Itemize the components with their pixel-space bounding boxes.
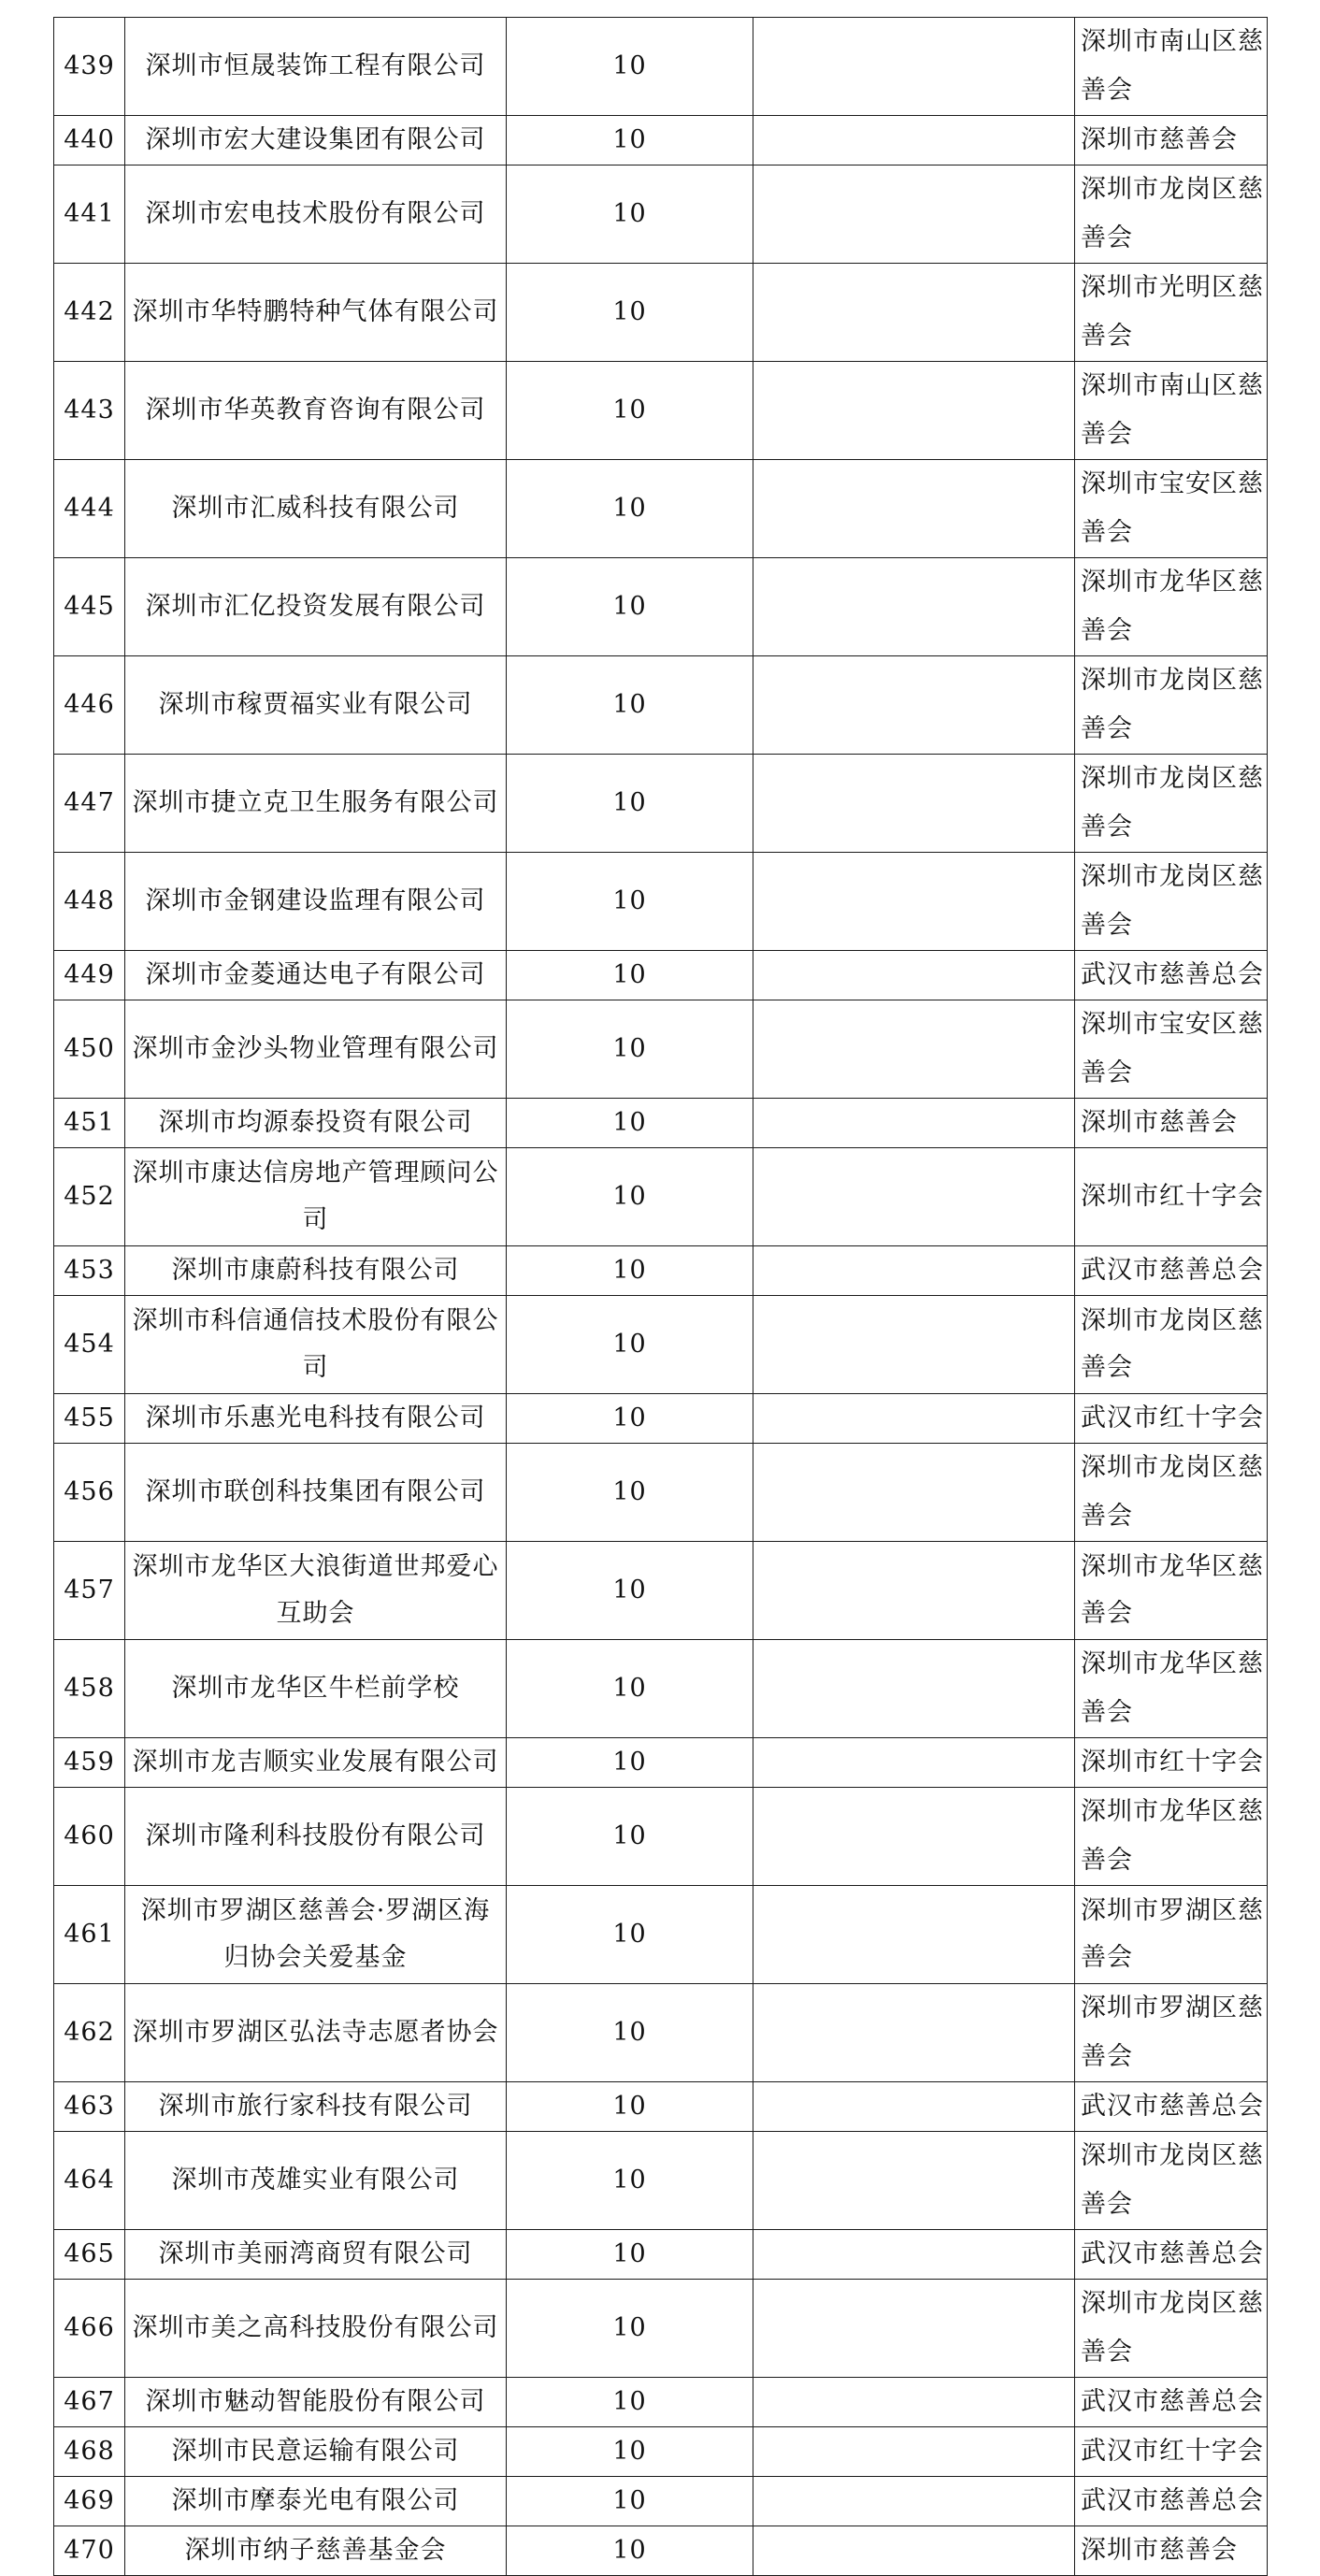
donor-name: 深圳市魅动智能股份有限公司 bbox=[125, 2378, 507, 2427]
row-number: 456 bbox=[54, 1444, 125, 1542]
donation-amount: 10 bbox=[507, 951, 753, 1000]
table-row bbox=[54, 2280, 1268, 2378]
note-cell bbox=[753, 2132, 1075, 2230]
donation-amount: 10 bbox=[507, 1246, 753, 1296]
table-row bbox=[54, 1394, 1268, 1444]
table-row bbox=[54, 2477, 1268, 2526]
note-cell bbox=[753, 1640, 1075, 1738]
row-number: 445 bbox=[54, 558, 125, 656]
recipient-org: 武汉市慈善总会 bbox=[1075, 1246, 1268, 1296]
note-cell bbox=[753, 1296, 1075, 1394]
note-cell bbox=[753, 165, 1075, 264]
recipient-org: 深圳市龙岗区慈善会 bbox=[1075, 656, 1268, 755]
recipient-org: 深圳市慈善会 bbox=[1075, 1099, 1268, 1148]
table-row bbox=[54, 558, 1268, 656]
donor-name: 深圳市乐惠光电科技有限公司 bbox=[125, 1394, 507, 1444]
recipient-org: 武汉市慈善总会 bbox=[1075, 2477, 1268, 2526]
row-number: 444 bbox=[54, 460, 125, 558]
recipient-org: 武汉市慈善总会 bbox=[1075, 2230, 1268, 2280]
recipient-org: 深圳市宝安区慈善会 bbox=[1075, 460, 1268, 558]
row-number: 458 bbox=[54, 1640, 125, 1738]
donor-name: 深圳市康蔚科技有限公司 bbox=[125, 1246, 507, 1296]
row-number: 464 bbox=[54, 2132, 125, 2230]
donation-amount: 10 bbox=[507, 165, 753, 264]
table-row bbox=[54, 2230, 1268, 2280]
donation-amount: 10 bbox=[507, 2477, 753, 2526]
table-row bbox=[54, 1984, 1268, 2082]
recipient-org: 深圳市慈善会 bbox=[1075, 116, 1268, 165]
note-cell bbox=[753, 1099, 1075, 1148]
row-number: 454 bbox=[54, 1296, 125, 1394]
table-row bbox=[54, 1099, 1268, 1148]
donation-amount: 10 bbox=[507, 2082, 753, 2132]
table-row bbox=[54, 755, 1268, 853]
donation-amount: 10 bbox=[507, 2378, 753, 2427]
donor-name: 深圳市龙华区大浪街道世邦爱心互助会 bbox=[125, 1542, 507, 1640]
donor-name: 深圳市均源泰投资有限公司 bbox=[125, 1099, 507, 1148]
note-cell bbox=[753, 853, 1075, 951]
row-number: 450 bbox=[54, 1000, 125, 1099]
row-number: 449 bbox=[54, 951, 125, 1000]
row-number: 447 bbox=[54, 755, 125, 853]
donation-amount: 10 bbox=[507, 656, 753, 755]
row-number: 467 bbox=[54, 2378, 125, 2427]
table-row bbox=[54, 2526, 1268, 2576]
note-cell bbox=[753, 951, 1075, 1000]
table-row bbox=[54, 1738, 1268, 1788]
table-row bbox=[54, 165, 1268, 264]
donation-amount: 10 bbox=[507, 2132, 753, 2230]
table-row bbox=[54, 656, 1268, 755]
donation-table bbox=[53, 17, 1268, 2576]
note-cell bbox=[753, 1886, 1075, 1984]
table-row bbox=[54, 2427, 1268, 2477]
donor-name: 深圳市金沙头物业管理有限公司 bbox=[125, 1000, 507, 1099]
note-cell bbox=[753, 2427, 1075, 2477]
table-row bbox=[54, 1788, 1268, 1886]
donor-name: 深圳市华特鹏特种气体有限公司 bbox=[125, 264, 507, 362]
recipient-org: 深圳市龙岗区慈善会 bbox=[1075, 1444, 1268, 1542]
note-cell bbox=[753, 1246, 1075, 1296]
donor-name: 深圳市美丽湾商贸有限公司 bbox=[125, 2230, 507, 2280]
recipient-org: 深圳市光明区慈善会 bbox=[1075, 264, 1268, 362]
note-cell bbox=[753, 1984, 1075, 2082]
donation-amount: 10 bbox=[507, 1640, 753, 1738]
note-cell bbox=[753, 2082, 1075, 2132]
recipient-org: 深圳市龙华区慈善会 bbox=[1075, 1640, 1268, 1738]
note-cell bbox=[753, 18, 1075, 116]
row-number: 448 bbox=[54, 853, 125, 951]
recipient-org: 深圳市慈善会 bbox=[1075, 2526, 1268, 2576]
donation-amount: 10 bbox=[507, 755, 753, 853]
recipient-org: 武汉市慈善总会 bbox=[1075, 2082, 1268, 2132]
donation-amount: 10 bbox=[507, 264, 753, 362]
row-number: 446 bbox=[54, 656, 125, 755]
recipient-org: 深圳市龙岗区慈善会 bbox=[1075, 165, 1268, 264]
note-cell bbox=[753, 558, 1075, 656]
donor-name: 深圳市宏电技术股份有限公司 bbox=[125, 165, 507, 264]
table-body bbox=[54, 18, 1268, 2576]
recipient-org: 深圳市南山区慈善会 bbox=[1075, 18, 1268, 116]
note-cell bbox=[753, 1148, 1075, 1246]
row-number: 451 bbox=[54, 1099, 125, 1148]
donation-amount: 10 bbox=[507, 2230, 753, 2280]
table-row bbox=[54, 1296, 1268, 1394]
donor-name: 深圳市民意运输有限公司 bbox=[125, 2427, 507, 2477]
table-row bbox=[54, 1542, 1268, 1640]
donor-name: 深圳市捷立克卫生服务有限公司 bbox=[125, 755, 507, 853]
donor-name: 深圳市稼贾福实业有限公司 bbox=[125, 656, 507, 755]
row-number: 453 bbox=[54, 1246, 125, 1296]
table-row bbox=[54, 2082, 1268, 2132]
row-number: 462 bbox=[54, 1984, 125, 2082]
note-cell bbox=[753, 1788, 1075, 1886]
recipient-org: 深圳市龙华区慈善会 bbox=[1075, 558, 1268, 656]
row-number: 466 bbox=[54, 2280, 125, 2378]
donation-amount: 10 bbox=[507, 1886, 753, 1984]
donation-amount: 10 bbox=[507, 1788, 753, 1886]
recipient-org: 深圳市罗湖区慈善会 bbox=[1075, 1886, 1268, 1984]
note-cell bbox=[753, 2477, 1075, 2526]
row-number: 463 bbox=[54, 2082, 125, 2132]
table-row bbox=[54, 1246, 1268, 1296]
recipient-org: 武汉市红十字会 bbox=[1075, 1394, 1268, 1444]
note-cell bbox=[753, 362, 1075, 460]
table-row bbox=[54, 264, 1268, 362]
donation-amount: 10 bbox=[507, 2280, 753, 2378]
table-row bbox=[54, 1444, 1268, 1542]
table-row bbox=[54, 1640, 1268, 1738]
donor-name: 深圳市华英教育咨询有限公司 bbox=[125, 362, 507, 460]
donor-name: 深圳市金菱通达电子有限公司 bbox=[125, 951, 507, 1000]
row-number: 459 bbox=[54, 1738, 125, 1788]
row-number: 457 bbox=[54, 1542, 125, 1640]
donor-name: 深圳市茂雄实业有限公司 bbox=[125, 2132, 507, 2230]
note-cell bbox=[753, 264, 1075, 362]
donor-name: 深圳市科信通信技术股份有限公司 bbox=[125, 1296, 507, 1394]
recipient-org: 深圳市龙岗区慈善会 bbox=[1075, 1296, 1268, 1394]
recipient-org: 深圳市龙华区慈善会 bbox=[1075, 1542, 1268, 1640]
donor-name: 深圳市金钢建设监理有限公司 bbox=[125, 853, 507, 951]
donation-amount: 10 bbox=[507, 460, 753, 558]
recipient-org: 深圳市龙岗区慈善会 bbox=[1075, 2132, 1268, 2230]
table-row bbox=[54, 18, 1268, 116]
donor-name: 深圳市旅行家科技有限公司 bbox=[125, 2082, 507, 2132]
donor-name: 深圳市美之高科技股份有限公司 bbox=[125, 2280, 507, 2378]
note-cell bbox=[753, 2230, 1075, 2280]
donation-amount: 10 bbox=[507, 362, 753, 460]
table-row bbox=[54, 2378, 1268, 2427]
row-number: 452 bbox=[54, 1148, 125, 1246]
donor-name: 深圳市汇威科技有限公司 bbox=[125, 460, 507, 558]
recipient-org: 深圳市龙岗区慈善会 bbox=[1075, 853, 1268, 951]
recipient-org: 深圳市罗湖区慈善会 bbox=[1075, 1984, 1268, 2082]
donor-name: 深圳市纳子慈善基金会 bbox=[125, 2526, 507, 2576]
donor-name: 深圳市龙华区牛栏前学校 bbox=[125, 1640, 507, 1738]
donor-name: 深圳市隆利科技股份有限公司 bbox=[125, 1788, 507, 1886]
donation-amount: 10 bbox=[507, 116, 753, 165]
note-cell bbox=[753, 460, 1075, 558]
recipient-org: 武汉市慈善总会 bbox=[1075, 2378, 1268, 2427]
donation-amount: 10 bbox=[507, 1099, 753, 1148]
donation-amount: 10 bbox=[507, 853, 753, 951]
donation-amount: 10 bbox=[507, 1444, 753, 1542]
recipient-org: 深圳市红十字会 bbox=[1075, 1738, 1268, 1788]
note-cell bbox=[753, 1738, 1075, 1788]
note-cell bbox=[753, 755, 1075, 853]
note-cell bbox=[753, 656, 1075, 755]
donor-name: 深圳市宏大建设集团有限公司 bbox=[125, 116, 507, 165]
note-cell bbox=[753, 116, 1075, 165]
row-number: 469 bbox=[54, 2477, 125, 2526]
donation-amount: 10 bbox=[507, 18, 753, 116]
donation-amount: 10 bbox=[507, 1000, 753, 1099]
row-number: 468 bbox=[54, 2427, 125, 2477]
donor-name: 深圳市汇亿投资发展有限公司 bbox=[125, 558, 507, 656]
row-number: 441 bbox=[54, 165, 125, 264]
donation-amount: 10 bbox=[507, 1148, 753, 1246]
donation-amount: 10 bbox=[507, 2427, 753, 2477]
donation-amount: 10 bbox=[507, 1296, 753, 1394]
recipient-org: 武汉市红十字会 bbox=[1075, 2427, 1268, 2477]
note-cell bbox=[753, 1542, 1075, 1640]
note-cell bbox=[753, 2526, 1075, 2576]
note-cell bbox=[753, 1444, 1075, 1542]
donation-table-page bbox=[53, 17, 1267, 2576]
recipient-org: 深圳市龙华区慈善会 bbox=[1075, 1788, 1268, 1886]
donation-amount: 10 bbox=[507, 558, 753, 656]
donation-amount: 10 bbox=[507, 1542, 753, 1640]
donation-amount: 10 bbox=[507, 2526, 753, 2576]
recipient-org: 深圳市龙岗区慈善会 bbox=[1075, 2280, 1268, 2378]
table-row bbox=[54, 1886, 1268, 1984]
donor-name: 深圳市康达信房地产管理顾问公司 bbox=[125, 1148, 507, 1246]
donor-name: 深圳市罗湖区慈善会·罗湖区海归协会关爱基金 bbox=[125, 1886, 507, 1984]
table-row bbox=[54, 853, 1268, 951]
recipient-org: 深圳市南山区慈善会 bbox=[1075, 362, 1268, 460]
recipient-org: 深圳市龙岗区慈善会 bbox=[1075, 755, 1268, 853]
row-number: 460 bbox=[54, 1788, 125, 1886]
donation-amount: 10 bbox=[507, 1738, 753, 1788]
table-row bbox=[54, 116, 1268, 165]
donor-name: 深圳市联创科技集团有限公司 bbox=[125, 1444, 507, 1542]
row-number: 440 bbox=[54, 116, 125, 165]
row-number: 443 bbox=[54, 362, 125, 460]
donation-amount: 10 bbox=[507, 1394, 753, 1444]
row-number: 461 bbox=[54, 1886, 125, 1984]
row-number: 455 bbox=[54, 1394, 125, 1444]
note-cell bbox=[753, 1394, 1075, 1444]
note-cell bbox=[753, 2280, 1075, 2378]
donor-name: 深圳市罗湖区弘法寺志愿者协会 bbox=[125, 1984, 507, 2082]
recipient-org: 深圳市宝安区慈善会 bbox=[1075, 1000, 1268, 1099]
table-row bbox=[54, 1148, 1268, 1246]
donor-name: 深圳市恒晟装饰工程有限公司 bbox=[125, 18, 507, 116]
donor-name: 深圳市龙吉顺实业发展有限公司 bbox=[125, 1738, 507, 1788]
table-row bbox=[54, 951, 1268, 1000]
table-row bbox=[54, 1000, 1268, 1099]
row-number: 470 bbox=[54, 2526, 125, 2576]
table-row bbox=[54, 460, 1268, 558]
note-cell bbox=[753, 2378, 1075, 2427]
recipient-org: 武汉市慈善总会 bbox=[1075, 951, 1268, 1000]
recipient-org: 深圳市红十字会 bbox=[1075, 1148, 1268, 1246]
donation-amount: 10 bbox=[507, 1984, 753, 2082]
row-number: 465 bbox=[54, 2230, 125, 2280]
row-number: 439 bbox=[54, 18, 125, 116]
row-number: 442 bbox=[54, 264, 125, 362]
table-row bbox=[54, 362, 1268, 460]
donor-name: 深圳市摩泰光电有限公司 bbox=[125, 2477, 507, 2526]
note-cell bbox=[753, 1000, 1075, 1099]
table-row bbox=[54, 2132, 1268, 2230]
